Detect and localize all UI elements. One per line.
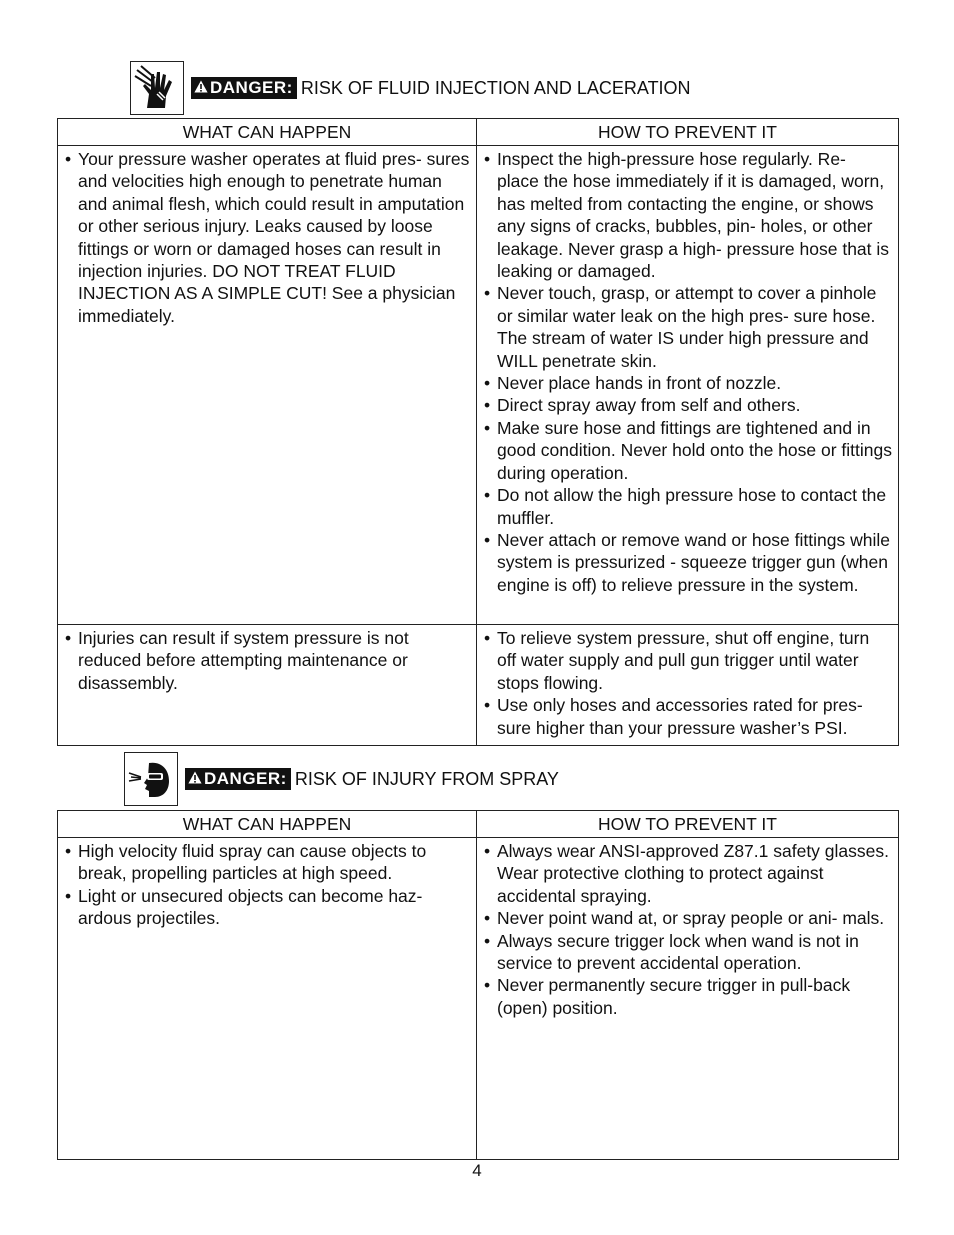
what-can-happen-cell xyxy=(58,146,477,625)
column-header-how-to-prevent: HOW TO PREVENT IT xyxy=(477,119,899,146)
column-header-what-can-happen: WHAT CAN HAPPEN xyxy=(58,119,477,146)
what-can-happen-cell xyxy=(58,625,477,746)
list-item: • Never point wand at, or spray people or ani- mals. xyxy=(484,907,892,929)
hazard-table-spray xyxy=(57,810,899,1160)
list-item: • Direct spray away from self and others. xyxy=(484,394,892,416)
how-to-prevent-cell xyxy=(477,146,899,625)
hazard-table-fluid-injection xyxy=(57,118,899,746)
list-item: • High velocity fluid spray can cause objects to break, propelling particles at high speed. xyxy=(65,840,470,885)
column-header-what-can-happen: WHAT CAN HAPPEN xyxy=(58,811,477,838)
list-item: • Your pressure washer operates at fluid pres- sures and velocities high enough to penetrate human and animal flesh, which could result in amputation or other serious injury. Leaks caused by loose fittings or worn or damaged hoses can result in injection injuries. DO NOT TREAT FLUID INJECTION AS A SIMPLE CUT! See a physician immediately. xyxy=(65,148,470,327)
danger-badge: DANGER: xyxy=(185,768,291,790)
list-item: • Make sure hose and fittings are tightened and in good condition. Never hold onto the hose or fittings during operation. xyxy=(484,417,892,484)
spray-face-icon xyxy=(124,752,178,806)
risk-title: RISK OF INJURY FROM SPRAY xyxy=(294,769,559,789)
list-item: • Inspect the high-pressure hose regularly. Re- place the hose immediately if it is damaged, worn, has melted from contacting the engine, or shows any signs of cracks, bubbles, pin- holes, or other leakage. Never grasp a high- pressure hose that is leaking or damaged. xyxy=(484,148,892,282)
how-to-prevent-cell xyxy=(477,625,899,746)
page-number: 4 xyxy=(472,1161,482,1180)
warning-triangle-icon xyxy=(188,769,202,789)
table-row xyxy=(58,625,899,746)
danger-badge: DANGER: xyxy=(191,77,297,99)
list-item: • Use only hoses and accessories rated for pres- sure higher than your pressure washer’s PSI. xyxy=(484,694,892,739)
table-row xyxy=(58,146,899,625)
list-item: • Injuries can result if system pressure is not reduced before attempting maintenance or disassembly. xyxy=(65,627,470,694)
how-to-prevent-cell xyxy=(477,838,899,1160)
list-item: • Never permanently secure trigger in pull-back (open) position. xyxy=(484,974,892,1019)
what-can-happen-cell xyxy=(58,838,477,1160)
list-item: • To relieve system pressure, shut off engine, turn off water supply and pull gun trigger until water stops flowing. xyxy=(484,627,892,694)
section-2-heading xyxy=(124,752,559,806)
section-1-heading xyxy=(130,61,691,115)
hand-injection-icon xyxy=(130,61,184,115)
list-item: • Always wear ANSI-approved Z87.1 safety glasses. Wear protective clothing to protect against accidental spraying. xyxy=(484,840,892,907)
list-item: • Never touch, grasp, or attempt to cover a pinhole or similar water leak on the high pres- sure hose. The stream of water IS under high pressure and WILL penetrate skin. xyxy=(484,282,892,372)
column-header-how-to-prevent: HOW TO PREVENT IT xyxy=(477,811,899,838)
list-item: • Never place hands in front of nozzle. xyxy=(484,372,892,394)
list-item: • Always secure trigger lock when wand is not in service to prevent accidental operation. xyxy=(484,930,892,975)
table-header-row xyxy=(58,119,899,146)
risk-title: RISK OF FLUID INJECTION AND LACERATION xyxy=(300,78,691,98)
table-row xyxy=(58,838,899,1160)
warning-triangle-icon xyxy=(194,78,208,98)
list-item: • Never attach or remove wand or hose fittings while system is pressurized - squeeze trigger gun (when engine is off) to relieve pressure in the system. xyxy=(484,529,892,596)
list-item: • Light or unsecured objects can become haz- ardous projectiles. xyxy=(65,885,470,930)
list-item: • Do not allow the high pressure hose to contact the muffler. xyxy=(484,484,892,529)
table-header-row xyxy=(58,811,899,838)
